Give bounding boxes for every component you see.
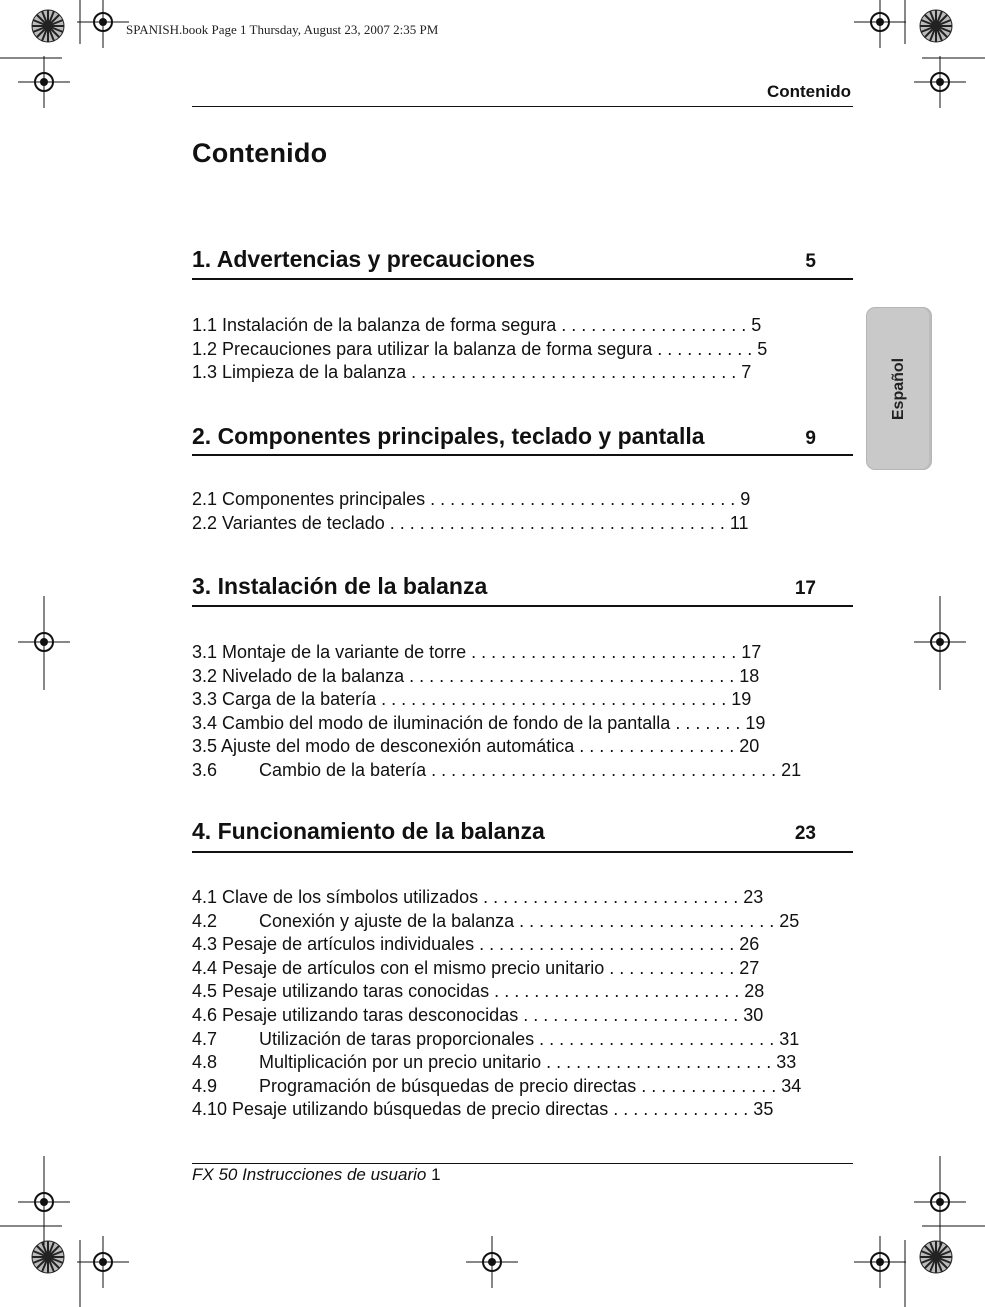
toc-entry[interactable]: 3.4 Cambio del modo de iluminación de fondo de la pantalla . . . . . . . 19 <box>192 712 766 733</box>
toc-entry-text: Conexión y ajuste de la balanza . . . . . . . . . . . . . . . . . . . . . . . . . . 25 <box>259 910 800 931</box>
toc-entry[interactable]: 1.3 Limpieza de la balanza . . . . . . . . . . . . . . . . . . . . . . . . . . . . . . . . . 7 <box>192 362 752 383</box>
toc-entry[interactable]: 3.2 Nivelado de la balanza . . . . . . . . . . . . . . . . . . . . . . . . . . . . . . . . . 18 <box>192 665 760 686</box>
section-2-title: 2. Componentes principales, teclado y pantalla <box>192 423 705 449</box>
corner-star-mark <box>920 1241 952 1273</box>
toc-entry-text: Programación de búsquedas de precio directas . . . . . . . . . . . . . . 34 <box>259 1075 802 1096</box>
section-4-title: 4. Funcionamiento de la balanza <box>192 818 545 844</box>
toc-entry[interactable]: 4.4 Pesaje de artículos con el mismo precio unitario . . . . . . . . . . . . . 27 <box>192 957 760 978</box>
toc-entry[interactable]: 3.5 Ajuste del modo de desconexión automática . . . . . . . . . . . . . . . . 20 <box>192 736 760 757</box>
section-1-title: 1. Advertencias y precauciones <box>192 246 536 272</box>
toc-entry[interactable]: 4.10 Pesaje utilizando búsquedas de precio directas . . . . . . . . . . . . . . 35 <box>192 1099 774 1120</box>
toc-entry-text: Utilización de taras proporcionales . . . . . . . . . . . . . . . . . . . . . . . . 31 <box>259 1028 800 1049</box>
registration-mark <box>77 0 129 48</box>
toc-entry-text: Multiplicación por un precio unitario . . . . . . . . . . . . . . . . . . . . . . . 33 <box>259 1052 797 1073</box>
toc-entry[interactable]: 4.3 Pesaje de artículos individuales . . . . . . . . . . . . . . . . . . . . . . . . . . 26 <box>192 934 760 955</box>
running-header-title: Contenido <box>766 82 851 101</box>
toc-entry[interactable]: 4.5 Pesaje utilizando taras conocidas . . . . . . . . . . . . . . . . . . . . . . . . . 28 <box>192 981 765 1002</box>
section-2-page: 9 <box>805 428 816 449</box>
section-1-page: 5 <box>805 251 816 272</box>
language-tab-label: Español <box>890 357 907 420</box>
toc-entry[interactable]: 3.1 Montaje de la variante de torre . . . . . . . . . . . . . . . . . . . . . . . . . . . 17 <box>192 642 762 662</box>
registration-mark <box>854 0 906 48</box>
toc-entry-number: 4.2 <box>192 910 218 931</box>
registration-mark <box>77 1236 129 1288</box>
corner-star-mark <box>32 1241 64 1273</box>
toc-entry[interactable]: 1.1 Instalación de la balanza de forma segura . . . . . . . . . . . . . . . . . . . 5 <box>192 315 762 335</box>
footer-page-number: 1 <box>431 1165 441 1184</box>
toc-entry[interactable]: 3.3 Carga de la batería . . . . . . . . . . . . . . . . . . . . . . . . . . . . . . . . . . . 19 <box>192 689 752 710</box>
toc-entry-number: 4.9 <box>192 1075 218 1096</box>
toc-entry[interactable]: 1.2 Precauciones para utilizar la balanza de forma segura . . . . . . . . . . 5 <box>192 338 768 359</box>
toc-entry[interactable]: 4.1 Clave de los símbolos utilizados . . . . . . . . . . . . . . . . . . . . . . . . . . 23 <box>192 887 764 907</box>
footer-manual-title: FX 50 Instrucciones de usuario <box>192 1165 427 1184</box>
toc-entry[interactable]: 4.6 Pesaje utilizando taras desconocidas . . . . . . . . . . . . . . . . . . . . . . 30 <box>192 1005 764 1025</box>
corner-star-mark <box>32 10 64 42</box>
section-4-page: 23 <box>794 823 816 844</box>
page-title: Contenido <box>192 138 328 168</box>
section-3-page: 17 <box>794 578 816 599</box>
toc-entry[interactable]: 2.1 Componentes principales . . . . . . . . . . . . . . . . . . . . . . . . . . . . . . . 9 <box>192 489 751 509</box>
registration-mark <box>466 1236 518 1288</box>
toc-entry-number: 4.7 <box>192 1028 218 1049</box>
section-3-title: 3. Instalación de la balanza <box>192 573 488 599</box>
toc-entry[interactable]: 2.2 Variantes de teclado . . . . . . . . . . . . . . . . . . . . . . . . . . . . . . . . . . 11 <box>192 512 749 533</box>
registration-mark <box>854 1236 906 1288</box>
toc-entry-number: 4.8 <box>192 1052 218 1073</box>
print-slug: SPANISH.book Page 1 Thursday, August 23, 2007 2:35 PM <box>126 22 439 37</box>
registration-mark <box>18 56 70 108</box>
toc-entry-text: Cambio de la batería . . . . . . . . . . . . . . . . . . . . . . . . . . . . . . . . . . . 21 <box>259 760 802 780</box>
corner-star-mark <box>920 10 952 42</box>
registration-mark <box>914 56 966 108</box>
toc-entry-number: 3.6 <box>192 760 218 780</box>
